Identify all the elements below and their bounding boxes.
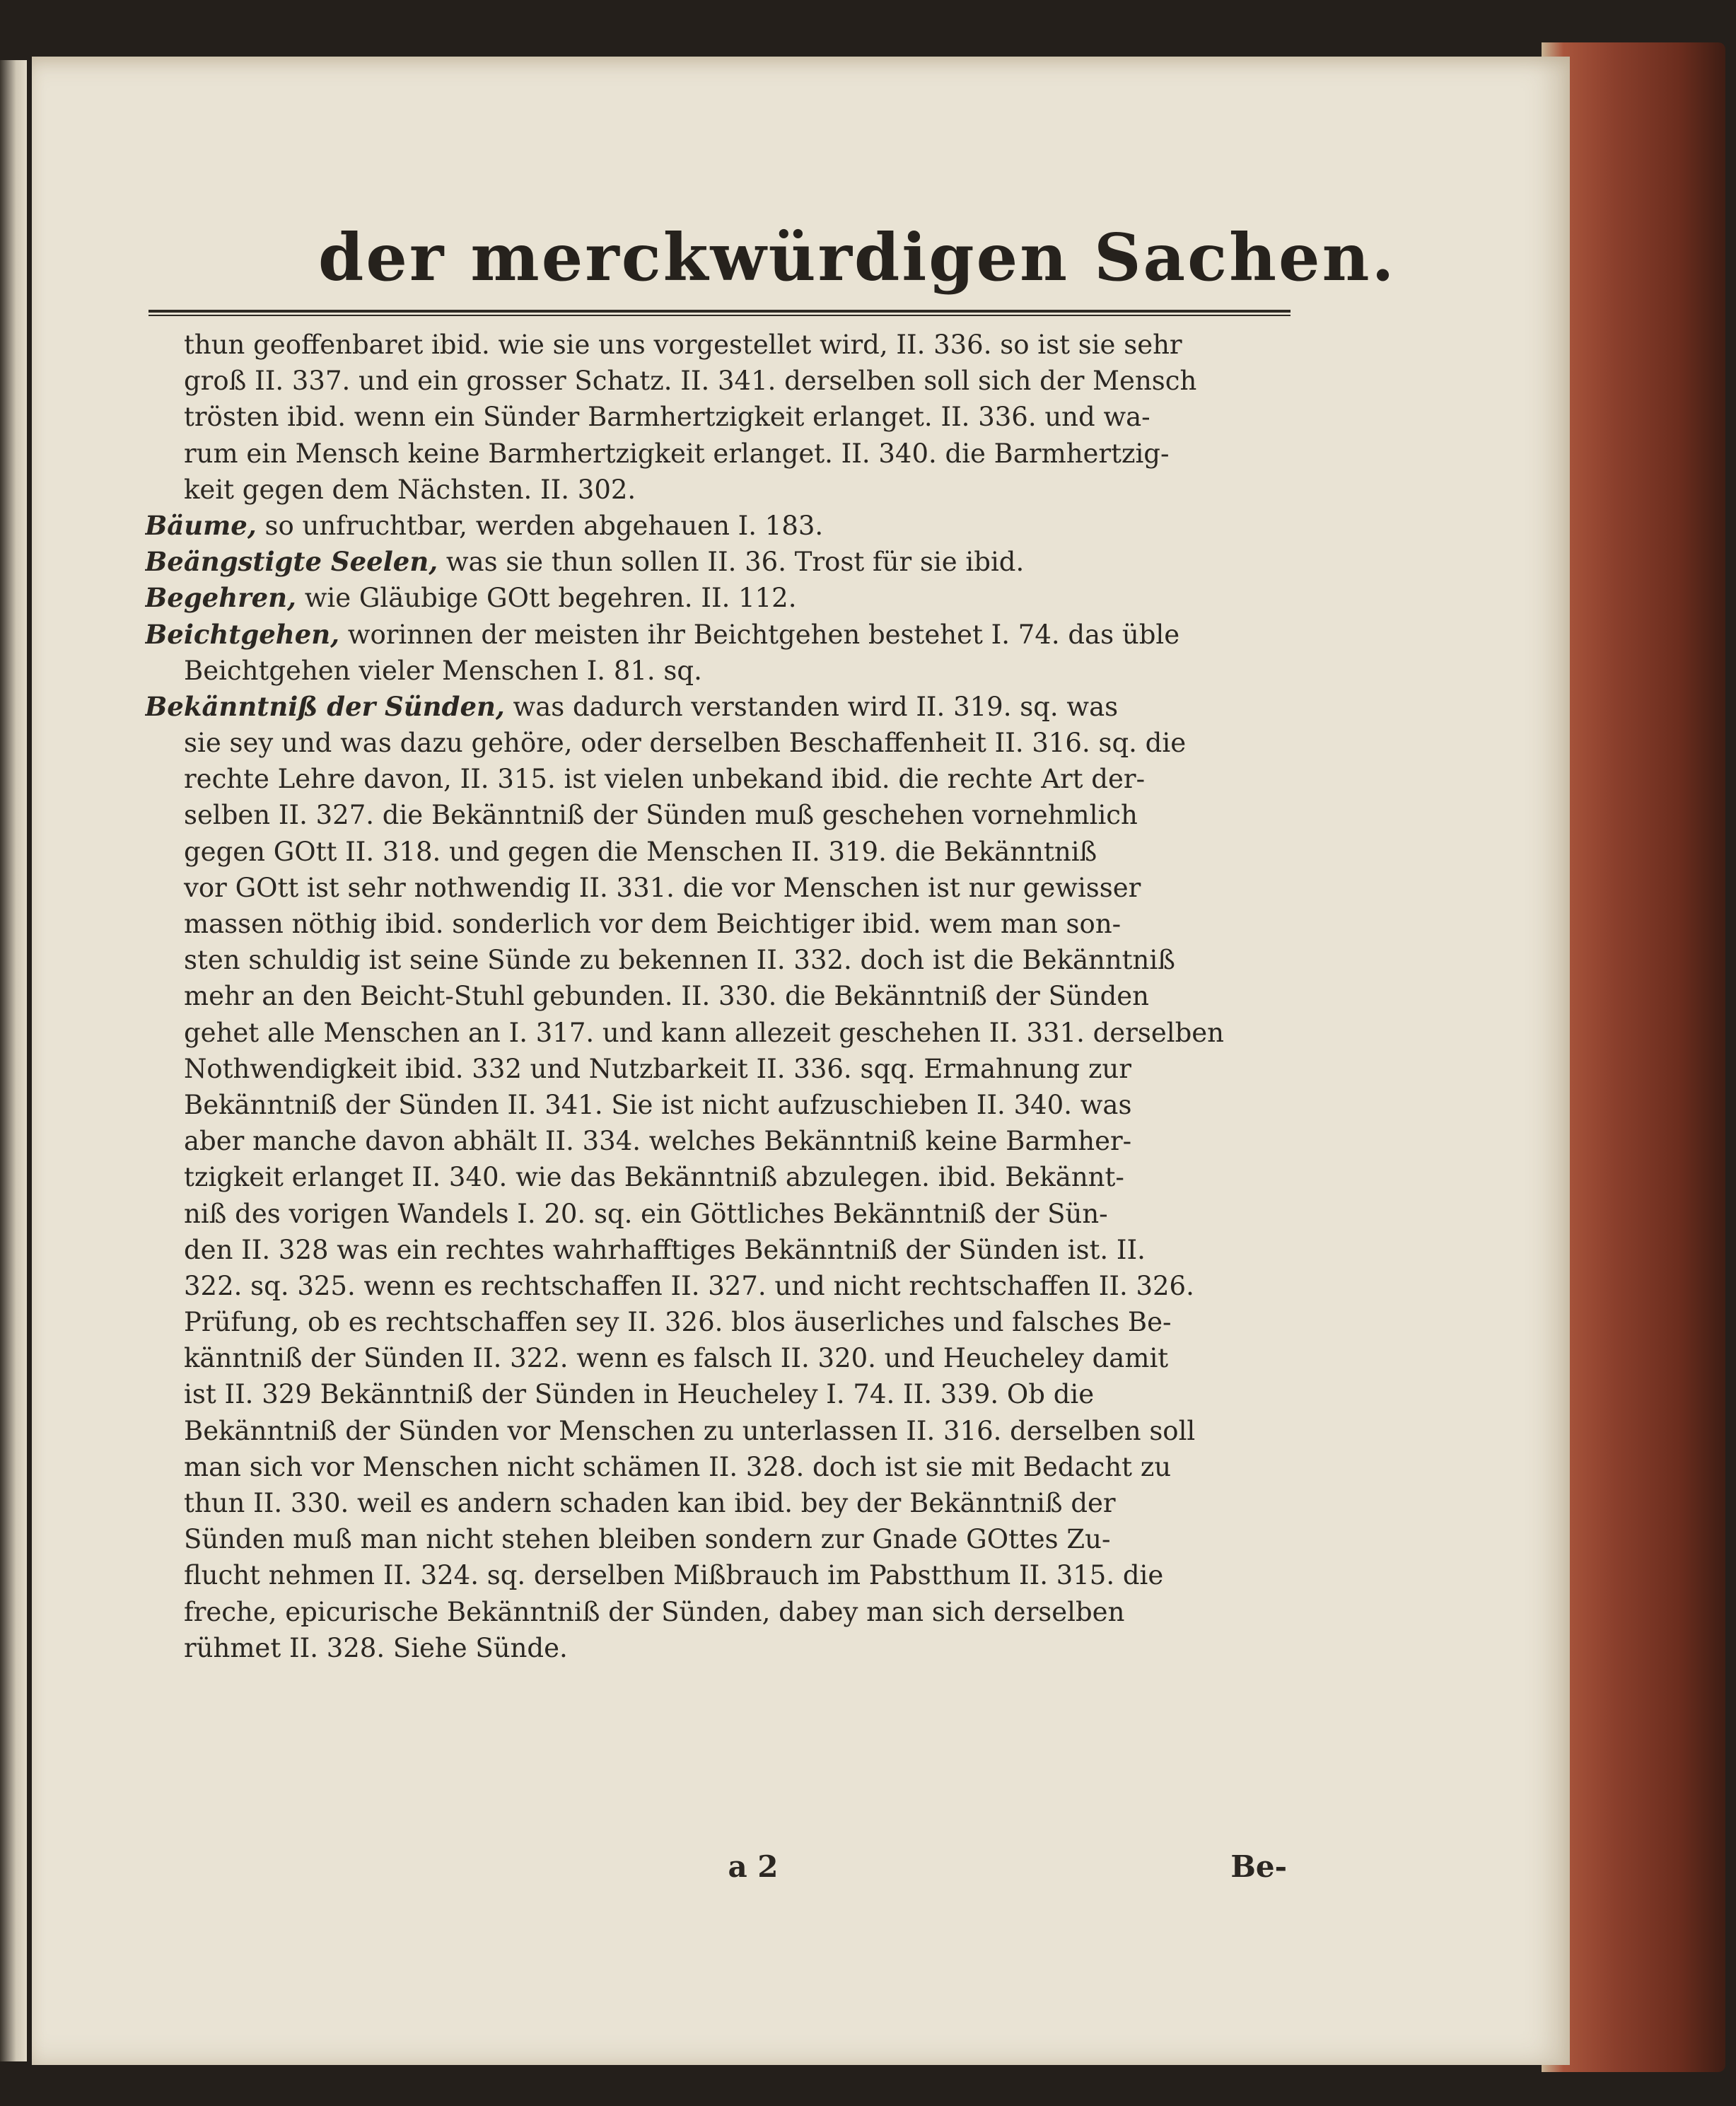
index-line: [145, 1196, 1294, 1232]
entry-text: den II. 328 was ein rechtes wahrhafftiges Bekänntniß der Sünden ist. II.: [184, 1234, 1146, 1265]
index-line: [145, 327, 1294, 363]
index-line: [145, 761, 1294, 797]
entry-text: Bekänntniß der Sünden vor Menschen zu unterlassen II. 316. derselben soll: [184, 1415, 1196, 1446]
index-line: [145, 653, 1294, 689]
entry-text: thun II. 330. weil es andern schaden kan ibid. bey der Bekänntniß der: [184, 1488, 1116, 1518]
entry-text: massen nöthig ibid. sonderlich vor dem Beichtiger ibid. wem man son-: [184, 909, 1122, 939]
facing-page-edge: [0, 60, 27, 2061]
entry-text: flucht nehmen II. 324. sq. derselben Mißbrauch im Pabstthum II. 315. die: [184, 1560, 1164, 1591]
entry-text: man sich vor Menschen nicht schämen II. 328. doch ist sie mit Bedacht zu: [184, 1451, 1172, 1482]
entry-text: gegen GOtt II. 318. und gegen die Menschen II. 319. die Bekänntniß: [184, 836, 1097, 867]
entry-text: 322. sq. 325. wenn es rechtschaffen II. 327. und nicht rechtschaffen II. 326.: [184, 1270, 1194, 1301]
entry-text: worinnen der meisten ihr Beichtgehen bestehet I. 74. das üble: [339, 619, 1180, 650]
entry-text: rum ein Mensch keine Barmhertzigkeit erlanget. II. 340. die Barmhertzig-: [184, 438, 1170, 469]
entry-headword: Bäume,: [145, 509, 257, 541]
entry-text: Sünden muß man nicht stehen bleiben sondern zur Gnade GOttes Zu-: [184, 1524, 1111, 1555]
index-line: [145, 1485, 1294, 1521]
index-line: [145, 1340, 1294, 1376]
index-line: [145, 436, 1294, 472]
catchword: Be-: [1230, 1849, 1287, 1884]
index-line: [145, 1087, 1294, 1123]
index-line: [145, 363, 1294, 399]
entry-text: Beichtgehen vieler Menschen I. 81. sq.: [184, 655, 702, 686]
entry-text: keit gegen dem Nächsten. II. 302.: [184, 474, 636, 505]
entry-text: rechte Lehre davon, II. 315. ist vielen unbekand ibid. die rechte Art der-: [184, 764, 1146, 795]
entry-headword: Begehren,: [145, 582, 296, 614]
entry-text: rühmet II. 328. Siehe Sünde.: [184, 1632, 568, 1663]
index-line: [145, 1123, 1294, 1159]
entry-headword: Beichtgehen,: [145, 618, 340, 650]
entry-text: trösten ibid. wenn ein Sünder Barmhertzigkeit erlanget. II. 336. und wa-: [184, 402, 1150, 433]
index-line: [145, 508, 1294, 544]
index-line: [145, 1449, 1294, 1485]
entry-text: vor GOtt ist sehr nothwendig II. 331. die vor Menschen ist nur gewisser: [184, 872, 1141, 903]
index-line: [145, 617, 1294, 653]
entry-text: Prüfung, ob es rechtschaffen sey II. 326. blos äuserliches und falsches Be-: [184, 1307, 1172, 1338]
entry-text: niß des vorigen Wandels I. 20. sq. ein Göttliches Bekänntniß der Sün-: [184, 1198, 1108, 1229]
entry-text: groß II. 337. und ein grosser Schatz. II. 341. derselben soll sich der Mensch: [184, 366, 1197, 397]
index-line: [145, 797, 1294, 833]
entry-text: thun geoffenbaret ibid. wie sie uns vorgestellet wird, II. 336. so ist sie sehr: [184, 330, 1182, 360]
index-line: [145, 399, 1294, 435]
index-line: [145, 689, 1294, 725]
entry-headword: Bekänntniß der Sünden,: [145, 690, 505, 722]
index-line: [145, 1594, 1294, 1630]
entry-text: so unfruchtbar, werden abgehauen I. 183.: [256, 510, 824, 541]
index-line: [145, 580, 1294, 616]
index-line: [145, 1015, 1294, 1051]
index-line: [145, 1159, 1294, 1195]
index-line: [145, 544, 1294, 580]
index-line: [145, 1051, 1294, 1087]
index-line: [145, 1521, 1294, 1557]
entry-text: känntniß der Sünden II. 322. wenn es falsch II. 320. und Heucheley damit: [184, 1343, 1169, 1374]
index-line: [145, 834, 1294, 870]
index-line: [145, 1413, 1294, 1449]
entry-text: Nothwendigkeit ibid. 332 und Nutzbarkeit II. 336. sqq. Ermahnung zur: [184, 1053, 1131, 1084]
index-line: [145, 1557, 1294, 1593]
entry-text: sten schuldig ist seine Sünde zu bekennen II. 332. doch ist die Bekänntniß: [184, 945, 1175, 976]
index-line: [145, 906, 1294, 942]
entry-text: mehr an den Beicht-Stuhl gebunden. II. 330. die Bekänntniß der Sünden: [184, 981, 1150, 1012]
entry-text: was dadurch verstanden wird II. 319. sq. was: [504, 691, 1119, 722]
entry-text: tzigkeit erlanget II. 340. wie das Bekänntniß abzulegen. ibid. Bekännt-: [184, 1162, 1124, 1193]
entry-text: was sie thun sollen II. 36. Trost für sie ibid.: [438, 547, 1025, 578]
entry-text: aber manche davon abhält II. 334. welches Bekänntniß keine Barmher-: [184, 1126, 1132, 1157]
index-line: [145, 1268, 1294, 1304]
entry-text: sie sey und was dazu gehöre, oder derselben Beschaffenheit II. 316. sq. die: [184, 728, 1187, 759]
index-entries: [145, 327, 1294, 1666]
index-line: [145, 942, 1294, 978]
index-line: [145, 1630, 1294, 1666]
entry-headword: Beängstigte Seelen,: [145, 546, 438, 578]
entry-text: ist II. 329 Bekänntniß der Sünden in Heucheley I. 74. II. 339. Ob die: [184, 1379, 1095, 1410]
entry-text: gehet alle Menschen an I. 317. und kann allezeit geschehen II. 331. derselben: [184, 1017, 1225, 1048]
running-head: der merckwürdigen Sachen.: [318, 219, 1397, 296]
entry-text: Bekänntniß der Sünden II. 341. Sie ist nicht aufzuschieben II. 340. was: [184, 1089, 1132, 1120]
index-line: [145, 1232, 1294, 1268]
index-line: [145, 725, 1294, 761]
header-rule: [148, 310, 1291, 316]
index-line: [145, 870, 1294, 906]
entry-text: wie Gläubige GOtt begehren. II. 112.: [296, 583, 797, 614]
index-line: [145, 1376, 1294, 1412]
signature-mark: a 2: [728, 1849, 779, 1884]
entry-text: freche, epicurische Bekänntniß der Sünden, dabey man sich derselben: [184, 1596, 1125, 1627]
index-line: [145, 1304, 1294, 1340]
entry-text: selben II. 327. die Bekänntniß der Sünden muß geschehen vornehmlich: [184, 800, 1138, 831]
index-line: [145, 472, 1294, 508]
index-line: [145, 978, 1294, 1014]
